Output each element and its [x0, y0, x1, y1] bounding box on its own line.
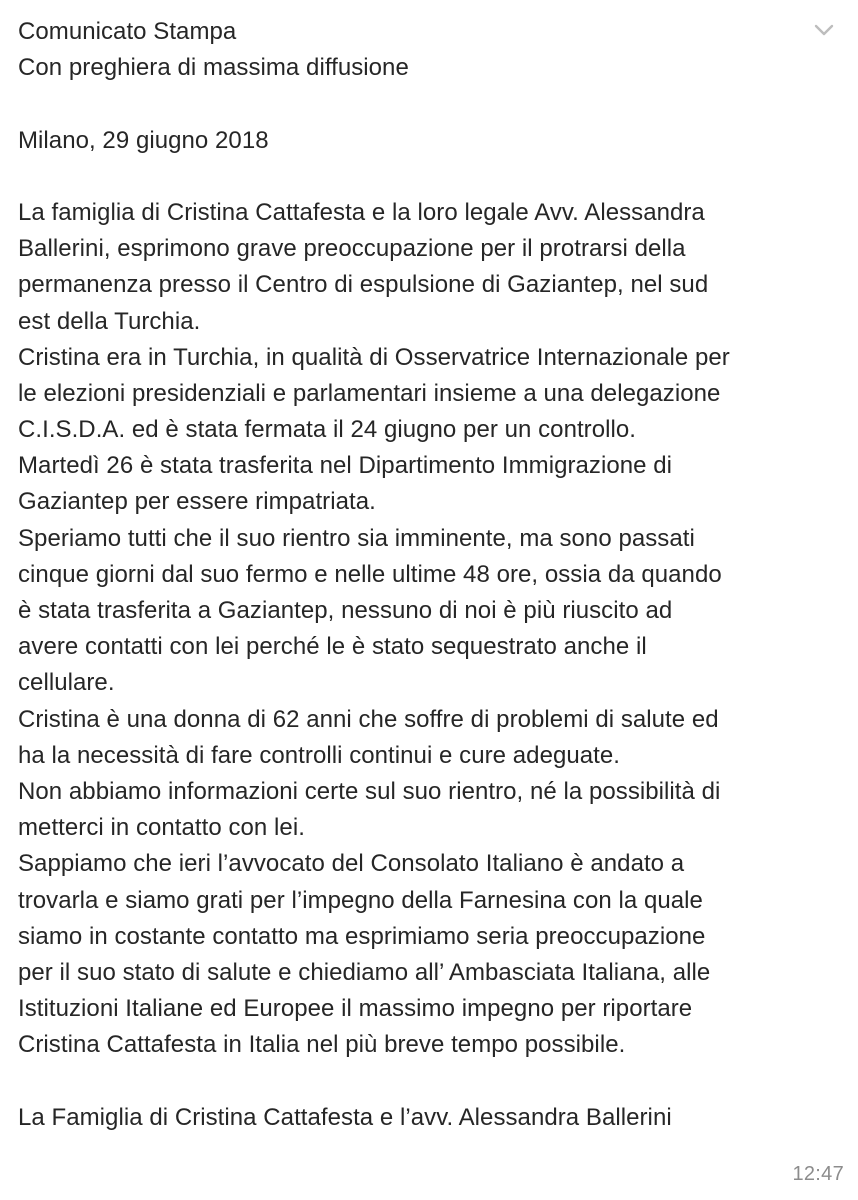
body-line: permanenza presso il Centro di espulsione di Gaziantep, nel sud	[18, 271, 709, 299]
body-line: Non abbiamo informazioni certe sul suo rientro, né la possibilità di	[18, 777, 721, 805]
body-line: cellulare.	[18, 669, 115, 697]
body-line: per il suo stato di salute e chiediamo all’ Ambasciata Italiana, alle	[18, 958, 711, 986]
header-line: Comunicato Stampa	[18, 18, 237, 45]
message-text	[18, 14, 848, 1136]
body-line: le elezioni presidenziali e parlamentari insieme a una delegazione	[18, 379, 721, 407]
body-line: siamo in costante contatto ma esprimiamo seria preoccupazione	[18, 922, 706, 950]
body-line: Gaziantep per essere rimpatriata.	[18, 488, 376, 516]
body-line: Cristina era in Turchia, in qualità di Osservatrice Internazionale per	[18, 343, 730, 371]
body-line: C.I.S.D.A. ed è stata fermata il 24 giugno per un controllo.	[18, 416, 636, 444]
body-line: avere contatti con lei perché le è stato sequestrato anche il	[18, 633, 647, 661]
signature-line: La Famiglia di Cristina Cattafesta e l’avv. Alessandra Ballerini	[18, 1103, 672, 1131]
body-line: La famiglia di Cristina Cattafesta e la loro legale Avv. Alessandra	[18, 198, 705, 226]
body-line: ha la necessità di fare controlli continui e cure adeguate.	[18, 741, 620, 769]
blank-line	[18, 159, 848, 195]
body-line: Speriamo tutti che il suo rientro sia imminente, ma sono passati	[18, 524, 695, 552]
body-line: Cristina Cattafesta in Italia nel più breve tempo possibile.	[18, 1031, 626, 1059]
body-line: è stata trasferita a Gaziantep, nessuno di noi è più riuscito ad	[18, 597, 673, 624]
header-line: Con preghiera di massima diffusione	[18, 54, 409, 82]
blank-line	[18, 1063, 848, 1099]
blank-line	[18, 86, 848, 122]
message-timestamp: 12:47	[792, 1163, 844, 1185]
body-line: Sappiamo che ieri l’avvocato del Consolato Italiano è andato a	[18, 850, 685, 878]
body-line: metterci in contatto con lei.	[18, 814, 305, 842]
body-line: trovarla e siamo grati per l’impegno della Farnesina con la quale	[18, 886, 703, 914]
date-line: Milano, 29 giugno 2018	[18, 126, 269, 154]
body-line: cinque giorni dal suo fermo e nelle ultime 48 ore, ossia da quando	[18, 560, 722, 588]
body-line: est della Turchia.	[18, 307, 201, 335]
body-line: Martedì 26 è stata trasferita nel Dipartimento Immigrazione di	[18, 452, 673, 480]
body-line: Cristina è una donna di 62 anni che soffre di problemi di salute ed	[18, 705, 719, 733]
body-line: Istituzioni Italiane ed Europee il massimo impegno per riportare	[18, 995, 693, 1023]
body-line: Ballerini, esprimono grave preoccupazione per il protrarsi della	[18, 235, 686, 263]
